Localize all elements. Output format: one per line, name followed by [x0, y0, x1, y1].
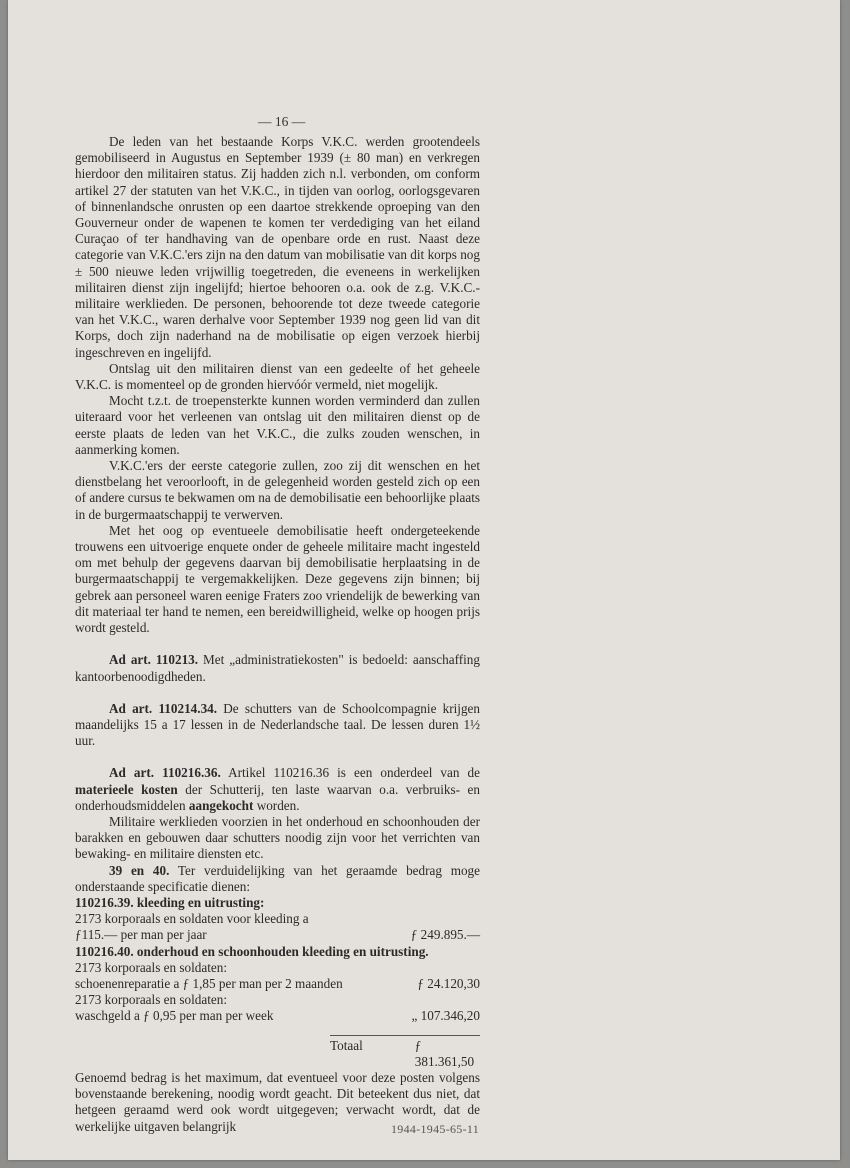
- spec-heading: 110216.40. onderhoud en schoonhouden kleeding en uitrusting.: [75, 943, 429, 959]
- spec-heading: 110216.39. kleeding en uitrusting:: [75, 894, 265, 910]
- spec-value: ƒ 24.120,30: [417, 975, 480, 991]
- article-text: worden.: [253, 797, 300, 813]
- spec-line: 2173 korporaals en soldaten voor kleeding a: [75, 911, 309, 927]
- emphasis: aangekocht: [188, 797, 254, 813]
- article-text: der Schutterij, ten laste waarvan o.a. verbruiks- en onderhoudsmiddelen: [75, 781, 480, 813]
- spec-total-row: [330, 1035, 480, 1070]
- article-text: De schutters van de Schoolcompagnie krijgen maandelijks 15 a 17 lessen in de Nederlandsche taal. De lessen duren 1½ uur.: [75, 700, 480, 749]
- paragraph: Militaire werklieden voorzien in het onderhoud en schoonhouden der barakken en gebouwen daar schutters noodig zijn voor het verrichten van bewaking- en militaire diensten etc.: [75, 813, 480, 862]
- paragraph: Mocht t.z.t. de troepensterkte kunnen worden verminderd dan zullen uiteraard voor het verleenen van ontslag uit den militairen dienst op de eerste plaats de leden van het V.K.C., die zulks zouden wenschen, in aanmerking komen.: [75, 393, 480, 457]
- total-value: ƒ 381.361,50: [414, 1037, 475, 1069]
- spec-value: ƒ 249.895.—: [410, 927, 480, 943]
- spec-line: 2173 korporaals en soldaten:: [75, 959, 227, 975]
- paragraph: Ontslag uit den militairen dienst van een gedeelte of het geheele V.K.C. is momenteel op de gronden hiervóór vermeld, niet mogelijk.: [75, 360, 480, 393]
- total-label: Totaal: [330, 1037, 363, 1053]
- archive-footer: 1944-1945-65-11: [391, 1122, 480, 1136]
- article-110213: [75, 652, 480, 684]
- article-heading: Ad art. 110216.36.: [109, 765, 221, 781]
- paragraph: V.K.C.'ers der eerste categorie zullen, zoo zij dit wenschen en het dienstbelang het veroorlooft, in de gelegenheid worden gesteld zich op een of andere cursus te bekwamen om na de demobilisatie een behoorlijke plaats in de burgermaatschappij te verwerven.: [75, 458, 480, 522]
- article-heading: Ad art. 110214.34.: [109, 700, 218, 716]
- article-text: Artikel 110216.36 is een onderdeel van de: [220, 765, 480, 781]
- article-110216: [75, 765, 480, 814]
- spec-label: waschgeld a ƒ 0,95 per man per week: [75, 1008, 274, 1024]
- specification: [75, 895, 480, 1070]
- article-heading: Ad art. 110213.: [109, 652, 199, 668]
- spec-line: 2173 korporaals en soldaten:: [75, 992, 227, 1008]
- article-text: Met „administratiekosten" is bedoeld: aanschaffing kantoorbenoodigdheden.: [75, 652, 480, 684]
- emphasis: 39 en 40.: [109, 862, 170, 878]
- document-page: [8, 0, 840, 1160]
- spec-row: [75, 927, 480, 943]
- spec-value: „ 107.346,20: [411, 1008, 480, 1024]
- page-number: — 16 —: [258, 114, 306, 129]
- paragraph: [75, 863, 480, 895]
- paragraph: Met het oog op eventueele demobilisatie heeft ondergeteekende trouwens een uitvoerige enquete onder de geheele militaire macht ingesteld om met behulp der gegevens daarvan bij demobilisatie herplaatsing in de burgermaatschappij te vergemakkelijken. Deze gegevens zijn binnen; bij gebrek aan personeel waren eenige Fraters zoo vriendelijk de bewerking van dit materiaal ter hand te nemen, een bereidwilligheid, welke op hoogen prijs wordt gesteld.: [75, 522, 480, 636]
- paragraph: De leden van het bestaande Korps V.K.C. werden grootendeels gemobiliseerd in Augustus en September 1939 (± 80 man) en verkregen hierdoor den militairen status. Zij hadden zich n.l. verbonden, om conform artikel 27 der statuten van het V.K.C., in tijden van oorlog, oorlogsgevaren of binnenlandsche onrusten op een daartoe strekkende oproeping van den Gouverneur onder de wapenen te komen ter verdediging van het eiland Curaçao of ter handhaving van de openbare orde en rust. Naast deze categorie van V.K.C.'ers zijn na den datum van mobilisatie van dit korps nog ± 500 nieuwe leden vrijwillig toegetreden, die eveneens in werkelijken militairen dienst zijn ingelijfd; hiertoe behooren o.a. ook de z.g. V.K.C.-militaire werklieden. De personen, behoorende tot deze tweede categorie van het V.K.C., waren derhalve voor September 1939 nog geen lid van dit Korps, doch zijn naderhand na de mobilisatie op eigen verzoek hierbij ingeschreven en ingelijfd.: [75, 134, 480, 360]
- article-text: Ter verduidelijking van het geraamde bedrag moge onderstaande specificatie dienen:: [75, 862, 481, 894]
- closing-paragraph: Genoemd bedrag is het maximum, dat eventueel voor deze posten volgens bovenstaande berekening, noodig wordt geacht. Dit beteekent dus niet, dat hetgeen geraamd werd ook wordt uitgegeven; verwacht wordt, dat de werkelijke uitgaven belangrijk: [75, 1069, 480, 1134]
- spec-label: ƒ115.— per man per jaar: [75, 927, 207, 943]
- emphasis: materieele kosten: [75, 781, 178, 797]
- document-body: [75, 134, 480, 1135]
- article-110214: [75, 701, 480, 750]
- spec-label: schoenenreparatie a ƒ 1,85 per man per 2 maanden: [75, 975, 343, 991]
- spec-row: [75, 1008, 480, 1024]
- spec-row: [75, 976, 480, 992]
